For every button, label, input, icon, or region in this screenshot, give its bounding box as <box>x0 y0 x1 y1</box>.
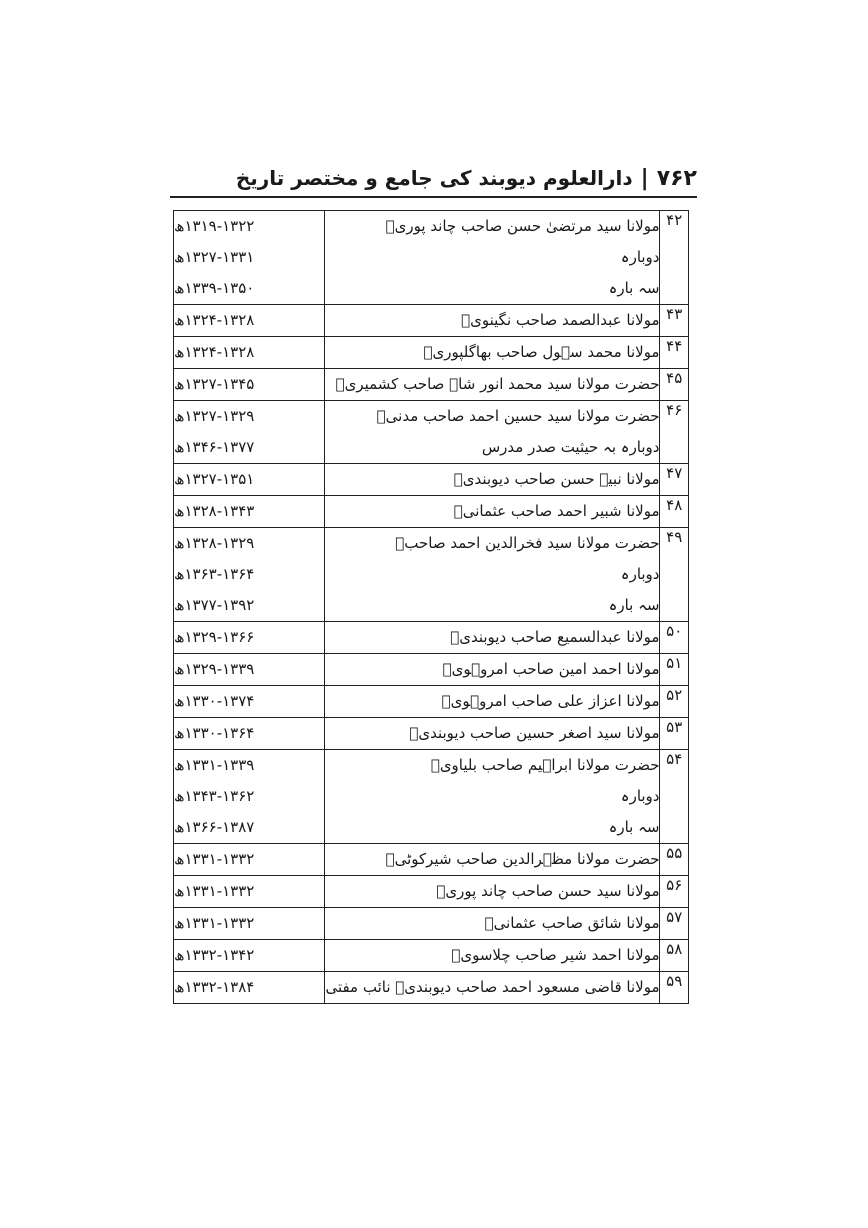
tenure-years: ۱۳۲۹-۱۳۶۶ھ <box>174 628 255 646</box>
table-row <box>174 940 689 972</box>
table-row <box>174 844 689 876</box>
years-cell <box>174 622 325 654</box>
years-cell <box>174 686 325 718</box>
name-cell <box>325 528 660 622</box>
row-number: ۵۳ <box>660 718 689 750</box>
years-cell <box>174 876 325 908</box>
name-cell <box>325 940 660 972</box>
tenure-years: ۱۳۲۴-۱۳۲۸ھ <box>174 343 255 361</box>
name-cell <box>325 844 660 876</box>
table-row <box>174 908 689 940</box>
tenure-years: ۱۳۲۸-۱۳۲۹ھ <box>174 534 255 552</box>
row-number: ۵۷ <box>660 908 689 940</box>
table-row <box>174 972 689 1004</box>
years-cell <box>174 654 325 686</box>
years-cell <box>174 844 325 876</box>
teacher-name: مولانا احمد شیر صاحب چلاسویؒ <box>451 946 660 964</box>
table-row <box>174 718 689 750</box>
tenure-years: ۱۳۳۹-۱۳۵۰ھ <box>174 279 255 297</box>
teacher-name: مولانا سید اصغر حسین صاحب دیوبندیؒ <box>409 724 660 742</box>
years-cell <box>174 496 325 528</box>
teachers-table <box>173 210 689 1004</box>
row-number: ۴۹ <box>660 528 689 622</box>
row-number: ۵۵ <box>660 844 689 876</box>
years-cell <box>174 972 325 1004</box>
table-row <box>174 622 689 654</box>
name-cell <box>325 654 660 686</box>
teacher-name: مولانا عبدالصمد صاحب نگینویؒ <box>461 311 660 329</box>
years-cell <box>174 464 325 496</box>
name-cell <box>325 496 660 528</box>
row-number: ۵۹ <box>660 972 689 1004</box>
row-number: ۵۴ <box>660 750 689 844</box>
years-cell <box>174 211 325 305</box>
row-number: ۴۵ <box>660 369 689 401</box>
tenure-years: ۱۳۳۱-۱۳۳۲ھ <box>174 882 255 900</box>
table-row <box>174 464 689 496</box>
tenure-years: ۱۳۴۳-۱۳۶۲ھ <box>174 787 255 805</box>
tenure-years: ۱۳۱۹-۱۳۲۲ھ <box>174 217 255 235</box>
years-cell <box>174 528 325 622</box>
row-number: ۴۷ <box>660 464 689 496</box>
tenure-years: ۱۳۶۶-۱۳۸۷ھ <box>174 818 255 836</box>
name-cell <box>325 876 660 908</box>
years-cell <box>174 750 325 844</box>
teacher-name: مولانا احمد امین صاحب امروہویؒ <box>442 660 660 678</box>
row-number: ۴۴ <box>660 337 689 369</box>
row-number: ۴۶ <box>660 401 689 464</box>
name-cell <box>325 337 660 369</box>
table-row <box>174 369 689 401</box>
tenure-years: ۱۳۳۲-۱۳۸۴ھ <box>174 978 255 996</box>
row-number: ۵۸ <box>660 940 689 972</box>
teacher-name: حضرت مولانا مظہرالدین صاحب شیرکوٹیؒ <box>385 850 660 868</box>
years-cell <box>174 401 325 464</box>
table-row <box>174 654 689 686</box>
running-title: دارالعلوم دیوبند کی جامع و مختصر تاریخ <box>235 166 633 190</box>
teacher-name: دوبارہ <box>620 248 660 266</box>
page-number: ۷۶۲ <box>656 165 697 191</box>
teacher-name: مولانا نبیہ حسن صاحب دیوبندیؒ <box>453 470 660 488</box>
row-number: ۴۳ <box>660 305 689 337</box>
header-separator: | <box>640 165 649 191</box>
tenure-years: ۱۳۳۱-۱۳۳۲ھ <box>174 850 255 868</box>
table-row <box>174 528 689 622</box>
tenure-years: ۱۳۲۴-۱۳۲۸ھ <box>174 311 255 329</box>
table-body <box>174 211 689 1004</box>
teacher-name: مولانا محمد سہول صاحب بھاگلپوریؒ <box>423 343 660 361</box>
name-cell <box>325 750 660 844</box>
row-number: ۵۲ <box>660 686 689 718</box>
name-cell <box>325 686 660 718</box>
years-cell <box>174 940 325 972</box>
teacher-name: مولانا سید حسن صاحب چاند پوریؒ <box>436 882 660 900</box>
tenure-years: ۱۳۷۷-۱۳۹۲ھ <box>174 596 255 614</box>
tenure-years: ۱۳۳۱-۱۳۳۹ھ <box>174 756 255 774</box>
tenure-years: ۱۳۴۶-۱۳۷۷ھ <box>174 438 255 456</box>
name-cell <box>325 972 660 1004</box>
tenure-years: ۱۳۳۱-۱۳۳۲ھ <box>174 914 255 932</box>
years-cell <box>174 908 325 940</box>
tenure-years: ۱۳۲۸-۱۳۴۳ھ <box>174 502 255 520</box>
years-cell <box>174 305 325 337</box>
teacher-name: سہ بارہ <box>608 818 660 836</box>
tenure-years: ۱۳۶۳-۱۳۶۴ھ <box>174 565 255 583</box>
teacher-name: مولانا شائق صاحب عثمانیؒ <box>484 914 660 932</box>
table-row <box>174 211 689 305</box>
name-cell <box>325 369 660 401</box>
teacher-name: حضرت مولانا سید حسین احمد صاحب مدنیؒ <box>376 407 660 425</box>
teacher-name: مولانا شبیر احمد صاحب عثمانیؒ <box>453 502 660 520</box>
row-number: ۵۱ <box>660 654 689 686</box>
row-number: ۵۰ <box>660 622 689 654</box>
table-row <box>174 686 689 718</box>
tenure-years: ۱۳۲۷-۱۳۵۱ھ <box>174 470 255 488</box>
table-row <box>174 337 689 369</box>
teacher-name: حضرت مولانا سید محمد انور شاہ صاحب کشمیریؒ <box>335 375 660 393</box>
name-cell <box>325 211 660 305</box>
row-number: ۵۶ <box>660 876 689 908</box>
teacher-name: مولانا اعزاز علی صاحب امروہویؒ <box>441 692 660 710</box>
tenure-years: ۱۳۲۷-۱۳۴۵ھ <box>174 375 255 393</box>
name-cell <box>325 908 660 940</box>
teacher-name: دوبارہ <box>620 787 660 805</box>
name-cell <box>325 622 660 654</box>
name-cell <box>325 305 660 337</box>
name-cell <box>325 718 660 750</box>
teacher-name: حضرت مولانا سید فخرالدین احمد صاحبؒ <box>395 534 660 552</box>
teacher-name: حضرت مولانا ابراہیم صاحب بلیاویؒ <box>430 756 660 774</box>
teacher-name: مولانا عبدالسمیع صاحب دیوبندیؒ <box>450 628 660 646</box>
row-number: ۴۲ <box>660 211 689 305</box>
teacher-name: مولانا قاضی مسعود احمد صاحب دیوبندیؒ نائب مفتی <box>325 978 660 996</box>
teacher-name: سہ بارہ <box>608 279 660 297</box>
teacher-name: مولانا سید مرتضیٰ حسن صاحب چاند پوریؒ <box>385 217 660 235</box>
years-cell <box>174 369 325 401</box>
tenure-years: ۱۳۳۰-۱۳۷۴ھ <box>174 692 255 710</box>
header-rule <box>170 196 697 198</box>
name-cell <box>325 464 660 496</box>
table-row <box>174 401 689 464</box>
table-row <box>174 496 689 528</box>
teacher-name: سہ بارہ <box>608 596 660 614</box>
row-number: ۴۸ <box>660 496 689 528</box>
table-row <box>174 876 689 908</box>
tenure-years: ۱۳۲۷-۱۳۳۱ھ <box>174 248 255 266</box>
tenure-years: ۱۳۳۰-۱۳۶۴ھ <box>174 724 255 742</box>
page-header <box>170 160 697 196</box>
years-cell <box>174 718 325 750</box>
tenure-years: ۱۳۲۹-۱۳۳۹ھ <box>174 660 255 678</box>
table-row <box>174 305 689 337</box>
years-cell <box>174 337 325 369</box>
table-row <box>174 750 689 844</box>
teacher-name: دوبارہ <box>620 565 660 583</box>
name-cell <box>325 401 660 464</box>
teacher-name: دوبارہ بہ حیثیت صدر مدرس <box>481 438 660 456</box>
tenure-years: ۱۳۲۷-۱۳۲۹ھ <box>174 407 255 425</box>
tenure-years: ۱۳۳۲-۱۳۴۲ھ <box>174 946 255 964</box>
